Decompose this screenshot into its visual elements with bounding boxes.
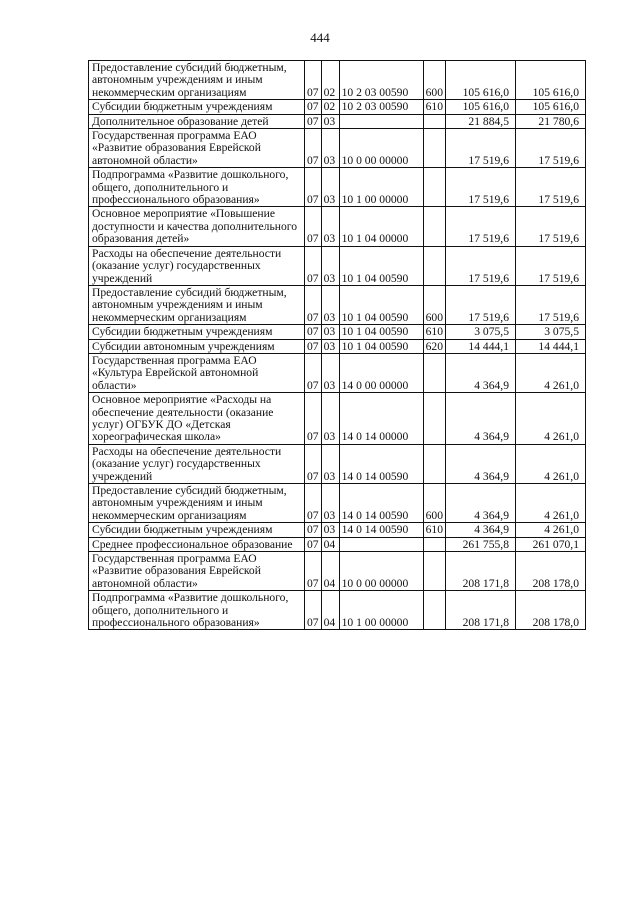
row-target-article-cell: 14 0 00 00000 bbox=[339, 353, 423, 392]
table-row bbox=[89, 285, 586, 324]
row-name-cell: Дополнительное образование детей bbox=[89, 114, 305, 128]
row-expense-type-cell bbox=[423, 168, 445, 207]
row-target-article-cell: 10 1 00 00000 bbox=[339, 591, 423, 630]
row-subsection-cell: 02 bbox=[321, 61, 339, 100]
row-subsection-cell: 03 bbox=[321, 353, 339, 392]
row-name-cell: Субсидии автономным учреждениям bbox=[89, 339, 305, 353]
row-subsection-cell: 03 bbox=[321, 114, 339, 128]
row-name-cell: Государственная программа ЕАО «Развитие образования Еврейской автономной области» bbox=[89, 129, 305, 168]
row-amount-year2-cell: 4 261,0 bbox=[515, 393, 585, 445]
row-amount-year2-cell: 105 616,0 bbox=[515, 100, 585, 114]
row-subsection-cell: 04 bbox=[321, 537, 339, 551]
row-amount-year1-cell: 17 519,6 bbox=[445, 285, 515, 324]
row-amount-year1-cell: 105 616,0 bbox=[445, 61, 515, 100]
row-expense-type-cell bbox=[423, 129, 445, 168]
row-amount-year1-cell: 4 364,9 bbox=[445, 444, 515, 483]
table-row bbox=[89, 591, 586, 630]
row-amount-year2-cell: 4 261,0 bbox=[515, 484, 585, 523]
row-amount-year1-cell: 17 519,6 bbox=[445, 168, 515, 207]
row-section-cell: 07 bbox=[305, 100, 322, 114]
row-target-article-cell: 10 0 00 00000 bbox=[339, 552, 423, 591]
row-name-cell: Среднее профессиональное образование bbox=[89, 537, 305, 551]
table-row bbox=[89, 444, 586, 483]
row-subsection-cell: 03 bbox=[321, 444, 339, 483]
row-amount-year1-cell: 4 364,9 bbox=[445, 523, 515, 537]
row-subsection-cell: 03 bbox=[321, 246, 339, 285]
row-amount-year2-cell: 17 519,6 bbox=[515, 129, 585, 168]
row-amount-year1-cell: 4 364,9 bbox=[445, 484, 515, 523]
row-name-cell: Предоставление субсидий бюджетным, автономным учреждениям и иным некоммерческим организациям bbox=[89, 484, 305, 523]
row-target-article-cell bbox=[339, 537, 423, 551]
row-amount-year1-cell: 105 616,0 bbox=[445, 100, 515, 114]
row-name-cell: Субсидии бюджетным учреждениям bbox=[89, 325, 305, 339]
row-amount-year2-cell: 3 075,5 bbox=[515, 325, 585, 339]
row-amount-year2-cell: 17 519,6 bbox=[515, 285, 585, 324]
row-name-cell: Расходы на обеспечение деятельности (оказание услуг) государственных учреждений bbox=[89, 246, 305, 285]
row-amount-year1-cell: 261 755,8 bbox=[445, 537, 515, 551]
row-target-article-cell: 10 1 00 00000 bbox=[339, 168, 423, 207]
table-row bbox=[89, 61, 586, 100]
row-expense-type-cell bbox=[423, 591, 445, 630]
row-expense-type-cell bbox=[423, 114, 445, 128]
row-target-article-cell: 14 0 14 00590 bbox=[339, 523, 423, 537]
page-number: 444 bbox=[310, 30, 330, 45]
row-target-article-cell: 10 1 04 00590 bbox=[339, 285, 423, 324]
row-name-cell: Подпрограмма «Развитие дошкольного, общего, дополнительного и профессионального образования» bbox=[89, 591, 305, 630]
row-expense-type-cell: 620 bbox=[423, 339, 445, 353]
row-amount-year2-cell: 17 519,6 bbox=[515, 246, 585, 285]
row-section-cell: 07 bbox=[305, 339, 322, 353]
row-target-article-cell: 14 0 14 00000 bbox=[339, 393, 423, 445]
row-amount-year2-cell: 105 616,0 bbox=[515, 61, 585, 100]
row-name-cell: Расходы на обеспечение деятельности (оказание услуг) государственных учреждений bbox=[89, 444, 305, 483]
table-row bbox=[89, 353, 586, 392]
row-subsection-cell: 03 bbox=[321, 484, 339, 523]
table-row bbox=[89, 246, 586, 285]
row-section-cell: 07 bbox=[305, 591, 322, 630]
row-expense-type-cell: 600 bbox=[423, 484, 445, 523]
row-name-cell: Основное мероприятие «Расходы на обеспечение деятельности (оказание услуг) ОГБУК ДО «Детская хореографическая школа» bbox=[89, 393, 305, 445]
table-row bbox=[89, 537, 586, 551]
row-subsection-cell: 03 bbox=[321, 325, 339, 339]
row-amount-year2-cell: 4 261,0 bbox=[515, 523, 585, 537]
row-subsection-cell: 03 bbox=[321, 168, 339, 207]
row-expense-type-cell: 600 bbox=[423, 61, 445, 100]
row-expense-type-cell bbox=[423, 393, 445, 445]
row-expense-type-cell bbox=[423, 537, 445, 551]
row-section-cell: 07 bbox=[305, 129, 322, 168]
row-amount-year1-cell: 3 075,5 bbox=[445, 325, 515, 339]
row-subsection-cell: 04 bbox=[321, 552, 339, 591]
table-row bbox=[89, 484, 586, 523]
row-name-cell: Основное мероприятие «Повышение доступности и качества дополнительного образования детей» bbox=[89, 207, 305, 246]
row-name-cell: Субсидии бюджетным учреждениям bbox=[89, 523, 305, 537]
row-amount-year1-cell: 17 519,6 bbox=[445, 129, 515, 168]
row-expense-type-cell bbox=[423, 207, 445, 246]
row-section-cell: 07 bbox=[305, 325, 322, 339]
row-amount-year2-cell: 17 519,6 bbox=[515, 207, 585, 246]
row-name-cell: Предоставление субсидий бюджетным, автономным учреждениям и иным некоммерческим организациям bbox=[89, 61, 305, 100]
row-section-cell: 07 bbox=[305, 207, 322, 246]
table-row bbox=[89, 523, 586, 537]
table-row bbox=[89, 339, 586, 353]
row-amount-year2-cell: 4 261,0 bbox=[515, 444, 585, 483]
table-row bbox=[89, 393, 586, 445]
row-section-cell: 07 bbox=[305, 552, 322, 591]
budget-table bbox=[88, 60, 586, 630]
row-expense-type-cell: 610 bbox=[423, 325, 445, 339]
row-amount-year1-cell: 4 364,9 bbox=[445, 393, 515, 445]
row-amount-year1-cell: 4 364,9 bbox=[445, 353, 515, 392]
table-row bbox=[89, 100, 586, 114]
row-subsection-cell: 03 bbox=[321, 339, 339, 353]
row-section-cell: 07 bbox=[305, 61, 322, 100]
row-amount-year2-cell: 208 178,0 bbox=[515, 591, 585, 630]
row-amount-year2-cell: 21 780,6 bbox=[515, 114, 585, 128]
row-target-article-cell: 10 2 03 00590 bbox=[339, 61, 423, 100]
row-subsection-cell: 03 bbox=[321, 523, 339, 537]
budget-table-body bbox=[89, 61, 586, 630]
row-expense-type-cell: 610 bbox=[423, 100, 445, 114]
row-amount-year2-cell: 261 070,1 bbox=[515, 537, 585, 551]
row-section-cell: 07 bbox=[305, 353, 322, 392]
row-target-article-cell: 10 2 03 00590 bbox=[339, 100, 423, 114]
row-section-cell: 07 bbox=[305, 285, 322, 324]
table-row bbox=[89, 207, 586, 246]
row-target-article-cell: 14 0 14 00590 bbox=[339, 444, 423, 483]
row-amount-year1-cell: 17 519,6 bbox=[445, 207, 515, 246]
row-amount-year1-cell: 21 884,5 bbox=[445, 114, 515, 128]
row-expense-type-cell bbox=[423, 444, 445, 483]
row-amount-year1-cell: 208 171,8 bbox=[445, 552, 515, 591]
table-row bbox=[89, 168, 586, 207]
row-name-cell: Государственная программа ЕАО «Развитие образования Еврейской автономной области» bbox=[89, 552, 305, 591]
table-row bbox=[89, 552, 586, 591]
table-row bbox=[89, 114, 586, 128]
row-subsection-cell: 03 bbox=[321, 393, 339, 445]
row-name-cell: Государственная программа ЕАО «Культура Еврейской автономной области» bbox=[89, 353, 305, 392]
row-amount-year2-cell: 208 178,0 bbox=[515, 552, 585, 591]
row-section-cell: 07 bbox=[305, 168, 322, 207]
row-expense-type-cell bbox=[423, 353, 445, 392]
row-section-cell: 07 bbox=[305, 393, 322, 445]
row-expense-type-cell: 600 bbox=[423, 285, 445, 324]
row-subsection-cell: 03 bbox=[321, 285, 339, 324]
row-section-cell: 07 bbox=[305, 484, 322, 523]
row-amount-year1-cell: 208 171,8 bbox=[445, 591, 515, 630]
row-subsection-cell: 04 bbox=[321, 591, 339, 630]
row-target-article-cell: 10 1 04 00590 bbox=[339, 325, 423, 339]
row-section-cell: 07 bbox=[305, 114, 322, 128]
row-target-article-cell: 14 0 14 00590 bbox=[339, 484, 423, 523]
row-section-cell: 07 bbox=[305, 523, 322, 537]
row-target-article-cell: 10 0 00 00000 bbox=[339, 129, 423, 168]
row-amount-year1-cell: 14 444,1 bbox=[445, 339, 515, 353]
row-amount-year2-cell: 17 519,6 bbox=[515, 168, 585, 207]
row-subsection-cell: 03 bbox=[321, 207, 339, 246]
row-target-article-cell: 10 1 04 00590 bbox=[339, 246, 423, 285]
row-name-cell: Предоставление субсидий бюджетным, автономным учреждениям и иным некоммерческим организациям bbox=[89, 285, 305, 324]
row-target-article-cell: 10 1 04 00590 bbox=[339, 339, 423, 353]
row-name-cell: Подпрограмма «Развитие дошкольного, общего, дополнительного и профессионального образования» bbox=[89, 168, 305, 207]
row-section-cell: 07 bbox=[305, 246, 322, 285]
row-section-cell: 07 bbox=[305, 444, 322, 483]
row-subsection-cell: 02 bbox=[321, 100, 339, 114]
row-section-cell: 07 bbox=[305, 537, 322, 551]
row-expense-type-cell bbox=[423, 552, 445, 591]
row-expense-type-cell bbox=[423, 246, 445, 285]
row-target-article-cell: 10 1 04 00000 bbox=[339, 207, 423, 246]
row-amount-year2-cell: 14 444,1 bbox=[515, 339, 585, 353]
table-row bbox=[89, 129, 586, 168]
row-amount-year1-cell: 17 519,6 bbox=[445, 246, 515, 285]
row-name-cell: Субсидии бюджетным учреждениям bbox=[89, 100, 305, 114]
row-expense-type-cell: 610 bbox=[423, 523, 445, 537]
row-amount-year2-cell: 4 261,0 bbox=[515, 353, 585, 392]
row-target-article-cell bbox=[339, 114, 423, 128]
table-row bbox=[89, 325, 586, 339]
row-subsection-cell: 03 bbox=[321, 129, 339, 168]
